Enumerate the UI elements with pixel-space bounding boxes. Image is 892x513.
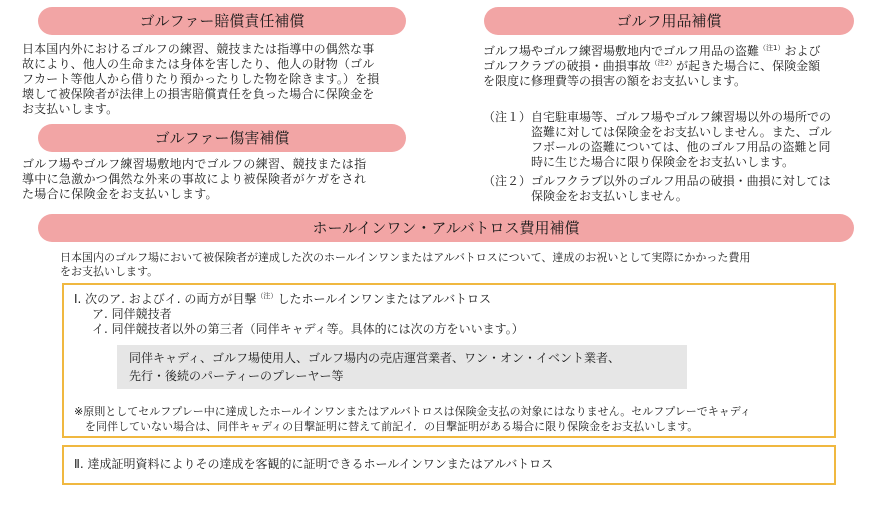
examples-line: 先行・後続のパーティーのプレーヤー等 (129, 369, 344, 383)
equipment-line: ゴルフ場やゴルフ練習場敷地内でゴルフ用品の盗難$^{(注1)}$および (483, 44, 821, 58)
equipment-line: ゴルフクラブの破損・曲損事故$^{(注2)}$が起きた場合に、保険金額 (483, 59, 821, 73)
note1-marker: （注1） (759, 44, 785, 52)
examples-box (117, 345, 687, 389)
note-tag: （注１） (483, 110, 532, 124)
item-1: Ⅰ. 次のア. およびイ. の両方が目撃$^{(注)}$したホールインワンまたはアルバトロス (74, 292, 492, 306)
liability-text (22, 42, 379, 117)
equipment-line: を限度に修理費等の損害の額をお支払いします。 (483, 74, 747, 88)
equipment-title: ゴルフ用品補償 (484, 7, 854, 35)
self-play-note-line: を同伴していない場合は、同伴キャディの目撃証明に替えて前記イ．の目撃証明がある場合に限り保険金をお支払いします。 (74, 420, 699, 433)
item-1-sub-a: ア. 同伴競技者 (92, 307, 172, 321)
injury-line: た場合に保険金をお支払いします。 (22, 187, 218, 201)
note-line: 盗難に対しては保険金をお支払いしません。また、ゴル (531, 125, 832, 139)
witness-note-marker: （注） (256, 292, 278, 300)
injury-text (22, 157, 366, 202)
note-line: 自宅駐車場等、ゴルフ場やゴルフ練習場以外の場所での (531, 110, 832, 124)
intro-line: をお支払いします。 (60, 265, 159, 278)
note-line: ゴルフクラブ以外のゴルフ用品の破損・曲損に対しては (531, 174, 831, 188)
equipment-note-2 (483, 174, 873, 206)
intro-line: 日本国内のゴルフ場において被保険者が達成した次のホールインワンまたはアルバトロスについて、達成のお祝いとして実際にかかった費用 (60, 251, 751, 264)
liability-title: ゴルファー賠償責任補償 (38, 7, 406, 35)
note-tag: （注２） (483, 174, 532, 188)
liability-line: 日本国内外におけるゴルフの練習、競技または指導中の偶然な事 (22, 42, 375, 56)
note-line: フボールの盗難については、他のゴルフ用品の盗難と同 (531, 140, 831, 154)
note2-marker: （注2） (650, 59, 677, 67)
equipment-text (483, 44, 821, 89)
injury-line: 導中に急激かつ偶然な外来の事故により被保険者がケガをされ (22, 172, 367, 186)
examples-line: 同伴キャディ、ゴルフ場使用人、ゴルフ場内の売店運営業者、ワン・オン・イベント業者、 (129, 351, 621, 365)
liability-line: 故により、他人の生命または身体を害したり、他人の財物（ゴル (22, 57, 375, 71)
note-line: 時に生じた場合に限り保険金をお支払いします。 (531, 155, 795, 169)
liability-line: お支払いします。 (22, 102, 119, 116)
equipment-note-1 (483, 110, 873, 172)
liability-line: フカート等他人から借りたり預かったりした物を除きます。）を損 (22, 72, 380, 86)
injury-title: ゴルファー傷害補償 (38, 124, 406, 152)
self-play-note (74, 404, 751, 434)
injury-line: ゴルフ場やゴルフ練習場敷地内でゴルフの練習、競技または指 (22, 157, 367, 171)
holeinone-title: ホールインワン・アルバトロス費用補償 (38, 214, 854, 242)
item-1-sub-i: イ. 同伴競技者以外の第三者（同伴キャディ等。具体的には次の方をいいます。） (92, 322, 524, 336)
note-line: 保険金をお支払いしません。 (531, 189, 688, 203)
item-2: Ⅱ. 達成証明資料によりその達成を客観的に証明できるホールインワンまたはアルバトロス (74, 457, 554, 471)
liability-line: 壊して被保険者が法律上の損害賠償責任を負った場合に保険金を (22, 87, 375, 101)
self-play-note-line: ※原則としてセルフプレー中に達成したホールインワンまたはアルバトロスは保険金支払の対象にはなりません。セルフプレーでキャディ (74, 405, 751, 418)
holeinone-intro (60, 251, 750, 279)
